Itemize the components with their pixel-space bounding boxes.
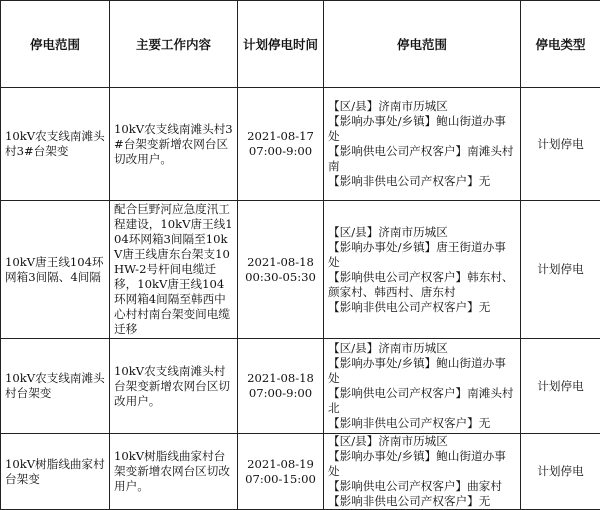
affected-area-cell bbox=[324, 201, 521, 339]
time-range: 07:00-15:00 bbox=[242, 472, 319, 487]
planned-time-cell bbox=[238, 339, 324, 434]
table-row bbox=[1, 88, 600, 201]
area-non-utility-customers: 【影响非供电公司产权客户】无 bbox=[328, 174, 516, 189]
outage-range-cell: 10kV农支线南滩头村3#台架变 bbox=[1, 88, 110, 201]
area-district: 【区/县】济南市历城区 bbox=[328, 341, 516, 356]
time-date: 2021-08-17 bbox=[242, 129, 319, 144]
time-date: 2021-08-18 bbox=[242, 255, 319, 270]
header-outage-range: 停电范围 bbox=[1, 1, 110, 88]
time-date: 2021-08-19 bbox=[242, 457, 319, 472]
area-district: 【区/县】济南市历城区 bbox=[328, 434, 516, 449]
work-content-cell: 10kV农支线南滩头村3#台架变新增农网台区切改用户。 bbox=[110, 88, 238, 201]
work-content-cell: 配合巨野河应急度汛工程建设，10kV唐王线104环网箱3间隔至10kV唐王线唐东台架支10HW-2号杆间电缆迁移，10kV唐王线104环网箱4间隔至韩西中心村村南台架变间电缆迁移 bbox=[110, 201, 238, 339]
table-row bbox=[1, 201, 600, 339]
outage-range-cell: 10kV树脂线曲家村台架变 bbox=[1, 434, 110, 510]
work-content-cell: 10kV农支线南滩头村台架变新增农网台区切改用户。 bbox=[110, 339, 238, 434]
work-content-cell: 10kV树脂线曲家村台架变新增农网台区切改用户。 bbox=[110, 434, 238, 510]
outage-type-cell: 计划停电 bbox=[521, 88, 600, 201]
time-range: 07:00-9:00 bbox=[242, 144, 319, 159]
header-main-work: 主要工作内容 bbox=[110, 1, 238, 88]
header-outage-type: 停电类型 bbox=[521, 1, 600, 88]
area-non-utility-customers: 【影响非供电公司产权客户】无 bbox=[328, 416, 516, 431]
outage-type-cell: 计划停电 bbox=[521, 201, 600, 339]
area-utility-customers: 【影响供电公司产权客户】南滩头村北 bbox=[328, 386, 516, 416]
area-utility-customers: 【影响供电公司产权客户】韩东村、颜家村、韩西村、唐东村 bbox=[328, 270, 516, 300]
table-row bbox=[1, 339, 600, 434]
header-row bbox=[1, 1, 600, 88]
area-subdistrict: 【影响办事处/乡镇】鲍山街道办事处 bbox=[328, 449, 516, 479]
time-range: 00:30-05:30 bbox=[242, 270, 319, 285]
outage-type-cell: 计划停电 bbox=[521, 434, 600, 510]
affected-area-cell bbox=[324, 339, 521, 434]
area-subdistrict: 【影响办事处/乡镇】唐王街道办事处 bbox=[328, 240, 516, 270]
outage-range-cell: 10kV唐王线104环网箱3间隔、4间隔 bbox=[1, 201, 110, 339]
area-district: 【区/县】济南市历城区 bbox=[328, 99, 516, 114]
area-utility-customers: 【影响供电公司产权客户】南滩头村南 bbox=[328, 144, 516, 174]
area-non-utility-customers: 【影响非供电公司产权客户】无 bbox=[328, 494, 516, 509]
area-district: 【区/县】济南市历城区 bbox=[328, 225, 516, 240]
planned-time-cell bbox=[238, 88, 324, 201]
area-utility-customers: 【影响供电公司产权客户】曲家村 bbox=[328, 479, 516, 494]
affected-area-cell bbox=[324, 88, 521, 201]
area-subdistrict: 【影响办事处/乡镇】鲍山街道办事处 bbox=[328, 114, 516, 144]
outage-type-cell: 计划停电 bbox=[521, 339, 600, 434]
time-date: 2021-08-18 bbox=[242, 371, 319, 386]
planned-time-cell bbox=[238, 201, 324, 339]
time-range: 07:00-9:00 bbox=[242, 386, 319, 401]
outage-range-cell: 10kV农支线南滩头村台架变 bbox=[1, 339, 110, 434]
planned-time-cell bbox=[238, 434, 324, 510]
area-non-utility-customers: 【影响非供电公司产权客户】无 bbox=[328, 300, 516, 315]
header-affected-area: 停电范围 bbox=[324, 1, 521, 88]
affected-area-cell bbox=[324, 434, 521, 510]
table-row bbox=[1, 434, 600, 510]
area-subdistrict: 【影响办事处/乡镇】鲍山街道办事处 bbox=[328, 356, 516, 386]
header-planned-time: 计划停电时间 bbox=[238, 1, 324, 88]
